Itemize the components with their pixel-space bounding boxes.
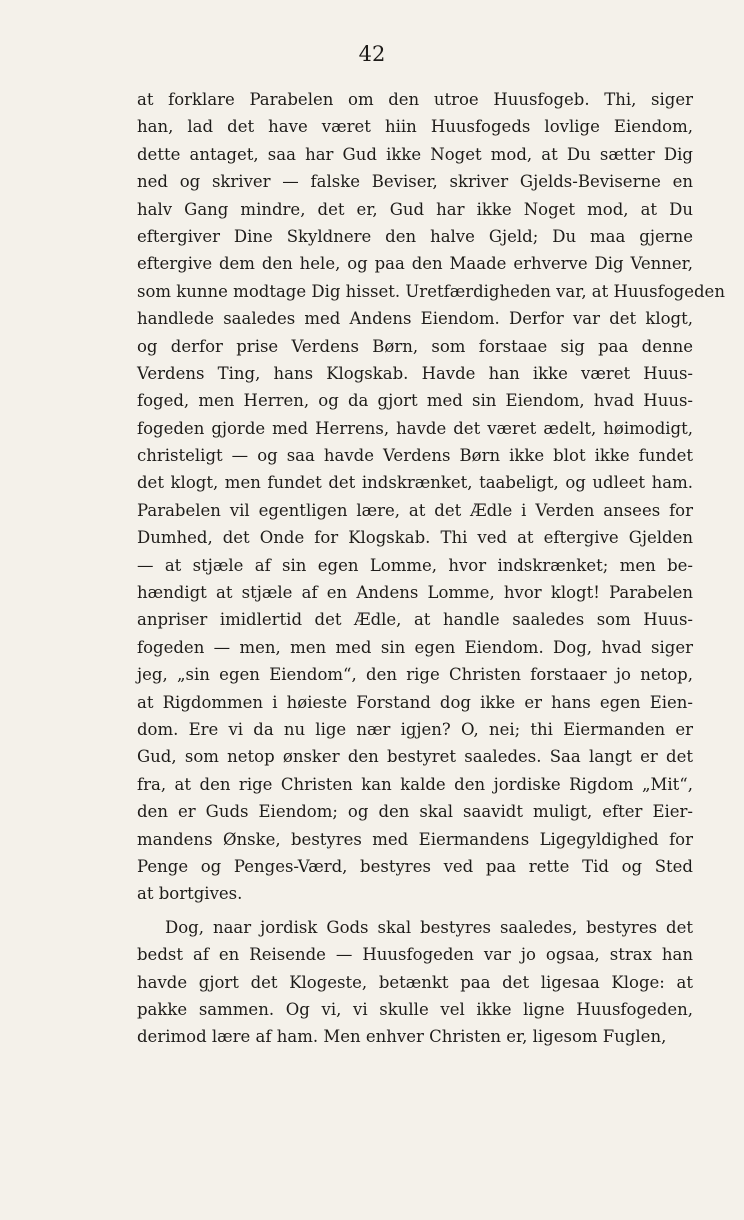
text-line: Parabelen vil egentligen lære, at det Ædle i Verden ansees for (137, 500, 693, 520)
text-line: dette antaget, saa har Gud ikke Noget mod, at Du sætter Dig (137, 144, 693, 164)
text-line: fogeden gjorde med Herrens, havde det været ædelt, høimodigt, (137, 418, 693, 438)
text-line: ned og skriver — falske Beviser, skriver Gjelds-Beviserne en (137, 172, 693, 192)
text-line: fra, at den rige Christen kan kalde den jordiske Rigdom „Mit“, (137, 774, 693, 794)
paragraph (137, 86, 725, 908)
text-line: og derfor prise Verdens Børn, som forstaae sig paa denne (137, 336, 693, 356)
text-line: han, lad det have været hiin Huusfogeds lovlige Eiendom, (137, 117, 693, 137)
text-line: foged, men Herren, og da gjort med sin Eiendom, hvad Huus- (137, 391, 693, 411)
text-line: som kunne modtage Dig hisset. Uretfærdigheden var, at Huusfogeden (137, 281, 725, 301)
body-text (137, 86, 725, 1051)
text-line: christeligt — og saa havde Verdens Børn ikke blot ikke fundet (137, 446, 693, 466)
page-number: 42 (358, 42, 386, 66)
text-line: anpriser imidlertid det Ædle, at handle saaledes som Huus- (137, 610, 693, 630)
text-line: derimod lære af ham. Men enhver Christen er, ligesom Fuglen, (137, 1027, 667, 1047)
text-line: at forklare Parabelen om den utroe Huusfogeb. Thi, siger (137, 90, 693, 109)
text-line: det klogt, men fundet det indskrænket, taabeligt, og udleet ham. (137, 473, 693, 493)
text-line: den er Guds Eiendom; og den skal saavidt muligt, efter Eier- (137, 802, 693, 822)
text-line: eftergive dem den hele, og paa den Maade erhverve Dig Venner, (137, 254, 693, 274)
text-line: halv Gang mindre, det er, Gud har ikke Noget mod, at Du (137, 199, 693, 219)
text-line: Dumhed, det Onde for Klogskab. Thi ved at eftergive Gjelden (137, 528, 693, 548)
text-line: Gud, som netop ønsker den bestyret saaledes. Saa langt er det (137, 747, 693, 767)
text-line: eftergiver Dine Skyldnere den halve Gjeld; Du maa gjerne (137, 226, 693, 246)
text-line: at Rigdommen i høieste Forstand dog ikke er hans egen Eien- (137, 692, 693, 712)
text-line: Dog, naar jordisk Gods skal bestyres saaledes, bestyres det (165, 917, 693, 937)
text-line: bedst af en Reisende — Huusfogeden var jo ogsaa, strax han (137, 945, 693, 965)
text-line: havde gjort det Klogeste, betænkt paa det ligesaa Kloge: at (137, 972, 693, 992)
text-line: pakke sammen. Og vi, vi skulle vel ikke ligne Huusfogeden, (137, 999, 693, 1019)
paragraph (137, 914, 693, 1051)
text-line: — at stjæle af sin egen Lomme, hvor indskrænket; men be- (137, 555, 693, 575)
text-line: mandens Ønske, bestyres med Eiermandens Ligegyldighed for (137, 829, 693, 849)
text-line: Verdens Ting, hans Klogskab. Havde han ikke været Huus- (137, 363, 693, 383)
text-line: dom. Ere vi da nu lige nær igjen? O, nei; thi Eiermanden er (137, 719, 693, 739)
text-line: handlede saaledes med Andens Eiendom. Derfor var det klogt, (137, 309, 693, 329)
text-line: hændigt at stjæle af en Andens Lomme, hvor klogt! Parabelen (137, 583, 693, 603)
text-line: at bortgives. (137, 884, 243, 904)
text-line: fogeden — men, men med sin egen Eiendom. Dog, hvad siger (137, 637, 693, 657)
text-line: jeg, „sin egen Eiendom“, den rige Christen forstaaer jo netop, (137, 665, 693, 685)
text-line: Penge og Penges-Værd, bestyres ved paa rette Tid og Sted (137, 856, 693, 876)
